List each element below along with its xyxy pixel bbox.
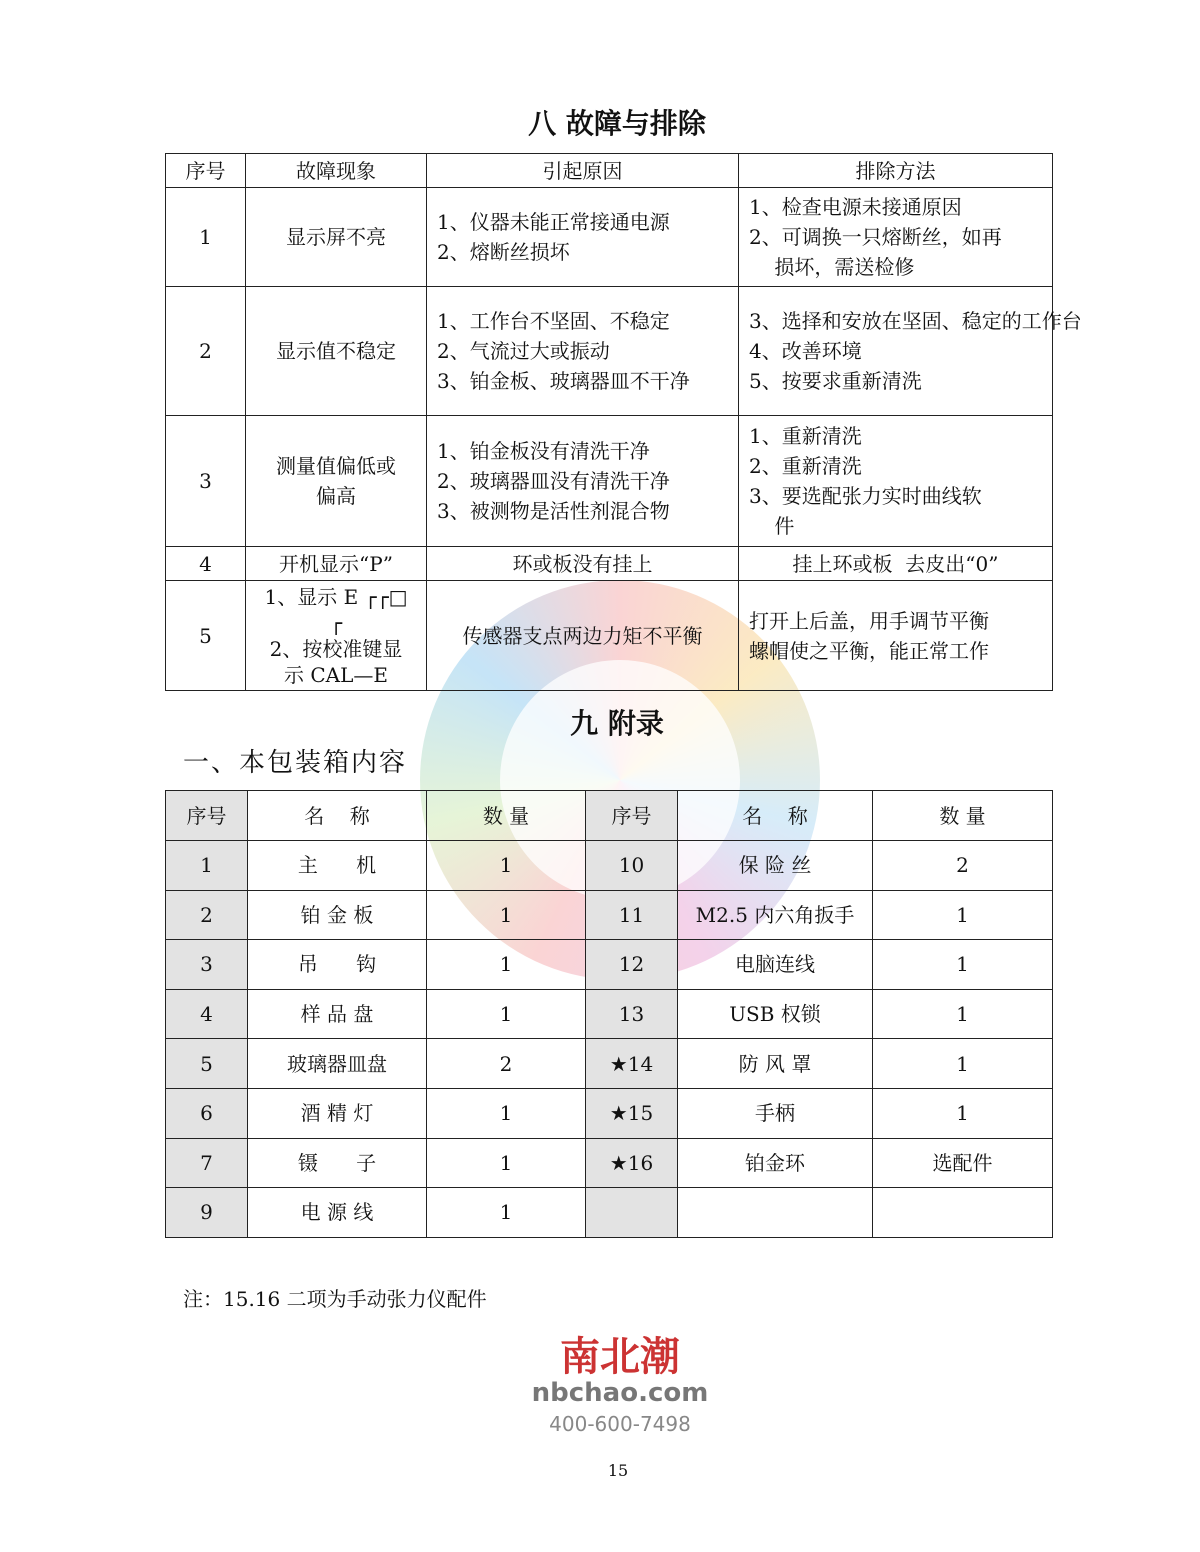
item-quantity: 选配件 <box>873 1138 1053 1188</box>
cause-line: 3、铂金板、玻璃器皿不干净 <box>437 369 690 393</box>
item-name: 酒 精 灯 <box>248 1088 427 1138</box>
symptom-line: 显示值不稳定 <box>276 339 396 363</box>
cause-line: 传感器支点两边力矩不平衡 <box>462 623 703 648</box>
table-row <box>166 841 1053 891</box>
cause-line: 环或板没有挂上 <box>512 551 653 576</box>
symptom-line: 测量值偏低或 <box>276 454 396 478</box>
item-name: USB 权锁 <box>678 989 873 1039</box>
item-quantity: 1 <box>427 841 586 891</box>
symptom-cell <box>246 188 427 287</box>
table-row <box>166 581 1053 691</box>
item-quantity: 1 <box>873 940 1053 990</box>
cause-line: 3、被测物是活性剂混合物 <box>437 499 670 523</box>
table-row <box>166 1138 1053 1188</box>
item-number: 10 <box>586 841 678 891</box>
item-name: 主 机 <box>248 841 427 891</box>
fix-line: 件 <box>749 514 795 538</box>
item-name: 电脑连线 <box>678 940 873 990</box>
item-name: 铂 金 板 <box>248 890 427 940</box>
symptom-line: 偏高 <box>316 484 356 508</box>
fix-cell <box>739 581 1053 691</box>
symptom-line: 示 CAL—E <box>284 662 388 687</box>
fix-line: 1、重新清洗 <box>749 424 862 448</box>
item-quantity: 2 <box>873 841 1053 891</box>
table-row <box>166 547 1053 581</box>
item-number: 3 <box>166 940 248 990</box>
item-name: 电 源 线 <box>248 1188 427 1238</box>
row-number: 3 <box>166 416 246 547</box>
symptom-cell <box>246 581 427 691</box>
item-quantity: 1 <box>427 890 586 940</box>
fix-line: 1、检查电源未接通原因 <box>749 195 962 219</box>
item-quantity: 1 <box>873 890 1053 940</box>
fix-line: 2、可调换一只熔断丝，如再 <box>749 225 1002 249</box>
item-name <box>678 1188 873 1238</box>
item-number: ★14 <box>586 1039 678 1089</box>
item-quantity: 1 <box>427 940 586 990</box>
symptom-cell <box>246 547 427 581</box>
item-quantity <box>873 1188 1053 1238</box>
fix-line: 挂上环或板 去皮出“0” <box>792 551 999 576</box>
section9-title: 九 附录 <box>570 707 664 740</box>
item-quantity: 1 <box>873 989 1053 1039</box>
column-header: 数 量 <box>873 791 1053 841</box>
table-row <box>166 940 1053 990</box>
row-number: 2 <box>166 287 246 416</box>
item-number <box>586 1188 678 1238</box>
cause-cell <box>427 416 739 547</box>
item-number: 5 <box>166 1039 248 1089</box>
symptom-cell <box>246 287 427 416</box>
item-name: 镊 子 <box>248 1138 427 1188</box>
item-number: 7 <box>166 1138 248 1188</box>
symptom-line: 显示屏不亮 <box>286 225 386 249</box>
row-number: 5 <box>166 581 246 691</box>
fix-line: 3、要选配张力实时曲线软 <box>749 484 982 508</box>
item-quantity: 1 <box>873 1039 1053 1089</box>
item-name: M2.5 内六角扳手 <box>678 890 873 940</box>
cause-line: 2、气流过大或振动 <box>437 339 610 363</box>
cause-line: 1、铂金板没有清洗干净 <box>437 439 650 463</box>
cause-cell <box>427 188 739 287</box>
fix-line: 螺帽使之平衡，能正常工作 <box>749 638 989 663</box>
cause-cell <box>427 287 739 416</box>
symptom-line: ┌ <box>329 610 343 635</box>
fix-line: 2、重新清洗 <box>749 454 862 478</box>
fix-line: 打开上后盖，用手调节平衡 <box>749 608 989 633</box>
table-header-row <box>166 154 1053 188</box>
section8-title: 八 故障与排除 <box>528 107 706 140</box>
item-name: 防 风 罩 <box>678 1039 873 1089</box>
item-name: 保 险 丝 <box>678 841 873 891</box>
item-number: 13 <box>586 989 678 1039</box>
item-quantity: 1 <box>427 1138 586 1188</box>
cause-line: 1、仪器未能正常接通电源 <box>437 210 670 234</box>
column-header: 引起原因 <box>427 154 739 188</box>
item-number: 1 <box>166 841 248 891</box>
cause-line: 2、熔断丝损坏 <box>437 240 570 264</box>
item-name: 手柄 <box>678 1088 873 1138</box>
item-number: 11 <box>586 890 678 940</box>
item-name: 吊 钩 <box>248 940 427 990</box>
column-header: 名 称 <box>678 791 873 841</box>
table-row <box>166 1088 1053 1138</box>
fix-cell <box>739 547 1053 581</box>
cause-line: 2、玻璃器皿没有清洗干净 <box>437 469 670 493</box>
table-row <box>166 890 1053 940</box>
item-quantity: 1 <box>427 1088 586 1138</box>
table-row <box>166 1039 1053 1089</box>
fix-line: 4、改善环境 <box>749 339 862 363</box>
item-number: 4 <box>166 989 248 1039</box>
item-quantity: 2 <box>427 1039 586 1089</box>
symptom-line: 1、显示 E ┌┌□ <box>264 584 408 609</box>
watermark-brand: 南北潮 <box>560 1334 680 1380</box>
item-number: ★16 <box>586 1138 678 1188</box>
column-header: 序号 <box>166 154 246 188</box>
column-header: 序号 <box>166 791 248 841</box>
item-name: 玻璃器皿盘 <box>248 1039 427 1089</box>
cause-line: 1、工作台不坚固、不稳定 <box>437 309 670 333</box>
column-header: 排除方法 <box>739 154 1053 188</box>
table-row <box>166 188 1053 287</box>
item-quantity: 1 <box>427 1188 586 1238</box>
column-header: 数 量 <box>427 791 586 841</box>
symptom-cell <box>246 416 427 547</box>
fix-cell <box>739 287 1082 416</box>
watermark-url: nbchao.com <box>531 1378 709 1408</box>
table-row <box>166 287 1053 416</box>
fix-line: 5、按要求重新清洗 <box>749 369 922 393</box>
item-number: 12 <box>586 940 678 990</box>
note: 注：15.16 二项为手动张力仪配件 <box>183 1287 487 1311</box>
item-number: 9 <box>166 1188 248 1238</box>
table-row <box>166 989 1053 1039</box>
item-name: 铂金环 <box>678 1138 873 1188</box>
table-row <box>166 1188 1053 1238</box>
item-quantity: 1 <box>873 1088 1053 1138</box>
fix-cell <box>739 188 1053 287</box>
column-header: 序号 <box>586 791 678 841</box>
cause-cell <box>427 547 739 581</box>
item-number: 2 <box>166 890 248 940</box>
symptom-line: 开机显示“P” <box>279 551 393 576</box>
troubleshooting-table <box>165 153 1082 691</box>
item-number: ★15 <box>586 1088 678 1138</box>
column-header: 故障现象 <box>246 154 427 188</box>
column-header: 名 称 <box>248 791 427 841</box>
section9-subtitle: 一、本包装箱内容 <box>183 748 408 778</box>
cause-cell <box>427 581 739 691</box>
symptom-line: 2、按校准键显 <box>269 636 403 661</box>
table-row <box>166 416 1053 547</box>
item-quantity: 1 <box>427 989 586 1039</box>
item-number: 6 <box>166 1088 248 1138</box>
item-name: 样 品 盘 <box>248 989 427 1039</box>
row-number: 1 <box>166 188 246 287</box>
watermark-phone: 400-600-7498 <box>549 1412 691 1436</box>
page-number: 15 <box>607 1461 629 1480</box>
fix-line: 损坏，需送检修 <box>749 255 915 279</box>
table-header-row <box>166 791 1053 841</box>
row-number: 4 <box>166 547 246 581</box>
package-contents-table <box>165 790 1053 1238</box>
fix-line: 3、选择和安放在坚固、稳定的工作台 <box>749 309 1082 333</box>
fix-cell <box>739 416 1053 547</box>
